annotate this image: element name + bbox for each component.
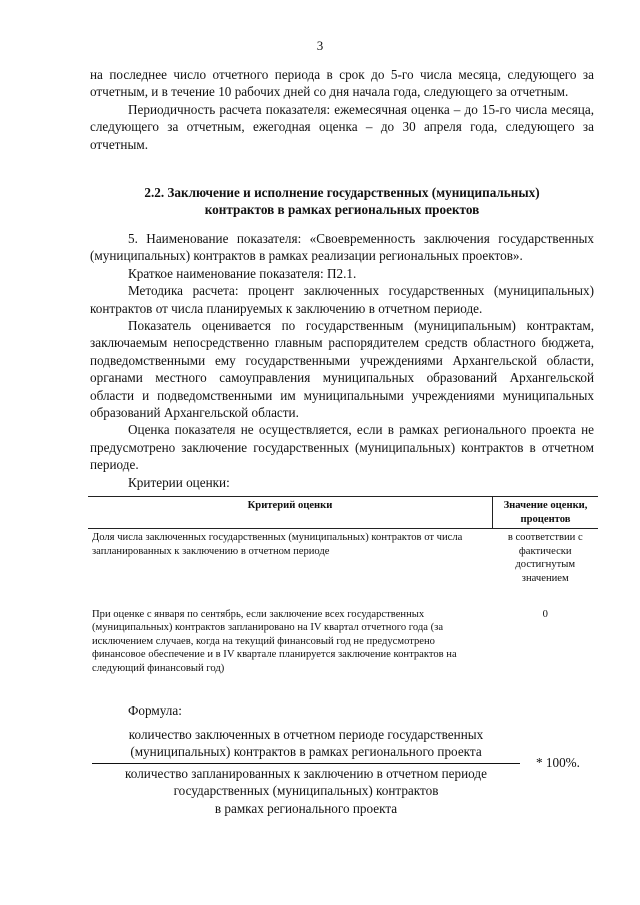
criterion-cell: Доля числа заключенных государственных (муниципальных) контрактов от числа запланированных к заключению в отчетном периоде	[92, 532, 463, 557]
formula-numerator	[86, 726, 526, 763]
denominator-line-1: количество запланированных к заключению в отчетном периоде	[125, 765, 487, 781]
table-row-spacer	[88, 586, 598, 606]
criterion-cell: При оценке с января по сентябрь, если заключение всех государственных (муниципальных) контрактов запланировано на IV квартал отчетного года (за исключением случаев, когда на текущий финансовый год не предусмотрено финансовое обеспечение и в IV квартале планируется заключение контрактов на следующий финансовый год)	[92, 608, 457, 674]
section-heading-line-1: 2.2. Заключение и исполнение государственных (муниципальных)	[144, 185, 540, 200]
denominator-line-2: государственных (муниципальных) контрактов	[173, 783, 439, 799]
column-header-criterion: Критерий оценки	[88, 497, 493, 529]
table-row	[88, 606, 598, 676]
page-number: 3	[316, 38, 324, 53]
formula-label: Формула:	[128, 703, 182, 718]
calculation-method-paragraph: Методика расчета: процент заключенных государственных (муниципальных) контрактов от числа планируемых к заключению в отчетном периоде.	[90, 283, 594, 316]
column-header-value: Значение оценки, процентов	[493, 497, 599, 529]
intro-paragraph-2: Периодичность расчета показателя: ежемесячная оценка – до 15-го числа месяца, следующего за отчетным, ежегодная оценка – до 30 апреля года, следующего за отчетным.	[90, 101, 594, 152]
exception-paragraph: Оценка показателя не осуществляется, если в рамках регионального проекта не предусмотрено заключение государственных (муниципальных) контрактов в отчетном периоде.	[90, 422, 594, 473]
section-heading-line-2: контрактов в рамках региональных проектов	[204, 202, 480, 218]
value-cell: 0	[542, 608, 548, 620]
body-text	[90, 230, 594, 491]
denominator-line-3: в рамках регионального проекта	[214, 800, 398, 816]
criteria-intro-paragraph: Критерии оценки:	[128, 474, 230, 490]
table-row	[88, 529, 598, 586]
criteria-table	[88, 496, 598, 676]
evaluation-scope-paragraph: Показатель оценивается по государственным (муниципальным) контрактам, заключаемым непосредственно главным распорядителем средств областного бюджета, подведомственными ему государственными учреждениями Архангельской области, органами местного самоуправления муниципальных образований Архангельской области и подведомственными им муниципальными учреждениями муниципальных образований Архангельской области.	[90, 318, 594, 421]
indicator-name-paragraph: 5. Наименование показателя: «Своевременность заключения государственных (муниципальных) контрактов в рамках реализации региональных проектов».	[90, 231, 594, 264]
short-name-paragraph: Краткое наименование показателя: П2.1.	[128, 265, 357, 281]
intro-paragraph-1: на последнее число отчетного периода в срок до 5-го числа месяца, следующего за отчетным, и в течение 10 рабочих дней со дня начала года, следующего за отчетным.	[90, 67, 594, 100]
numerator-line-2: (муниципальных) контрактов в рамках регионального проекта	[130, 744, 482, 760]
formula-multiplier: * 100%.	[536, 755, 580, 770]
table-header-row	[88, 497, 598, 529]
intro-text	[90, 66, 594, 153]
formula-denominator	[86, 764, 526, 817]
section-heading	[90, 184, 594, 219]
value-cell: в соответствии с фактически достигнутым значением	[507, 532, 583, 584]
formula-fraction	[86, 726, 526, 817]
numerator-line-1: количество заключенных в отчетном периоде государственных	[128, 727, 484, 742]
